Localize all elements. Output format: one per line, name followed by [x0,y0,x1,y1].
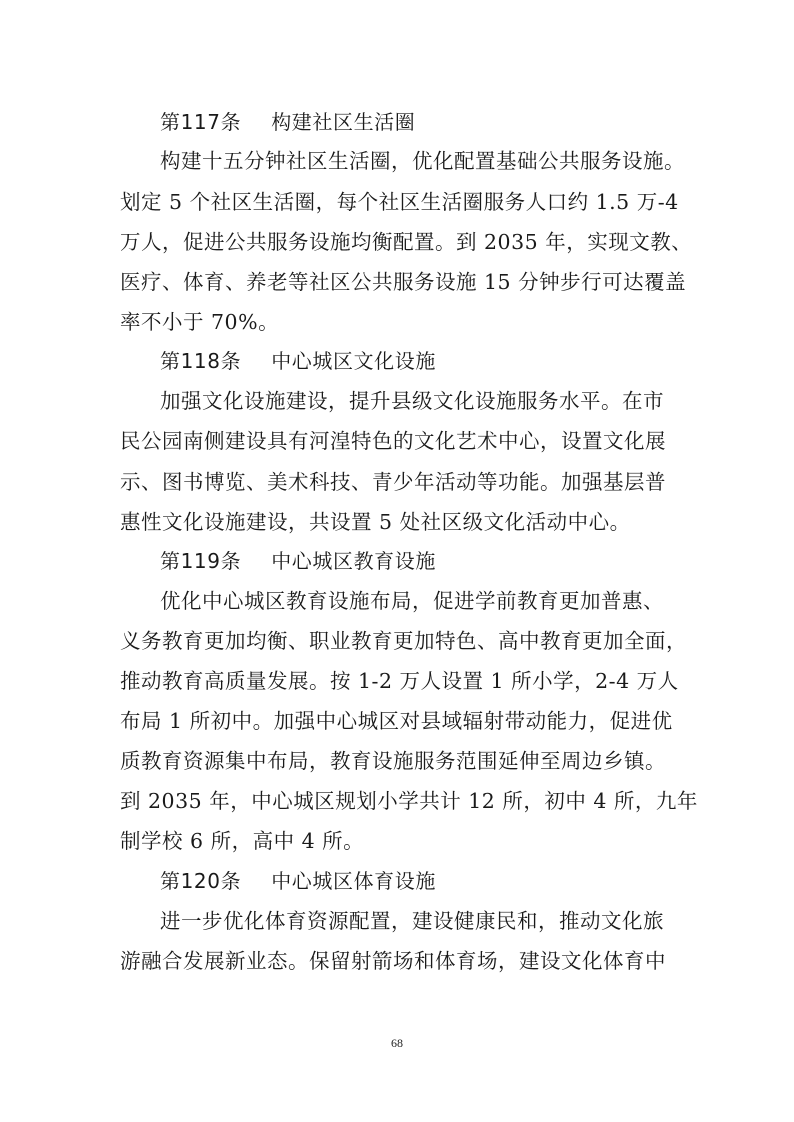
paragraph-line: 进一步优化体育资源配置，建设健康民和，推动文化旅 [160,909,664,933]
paragraph-line: 游融合发展新业态。保留射箭场和体育场，建设文化体育中 [120,949,666,973]
paragraph-line: 医疗、体育、养老等社区公共服务设施 15 分钟步行可达覆盖 [120,270,687,294]
article-title: 中心城区体育设施 [271,869,436,893]
paragraph-line: 率不小于 70%。 [120,310,280,334]
paragraph-line: 布局 1 所初中。加强中心城区对县域辐射带动能力，促进优 [120,709,673,733]
paragraph-line: 构建十五分钟社区生活圈，优化配置基础公共服务设施。 [160,149,685,173]
paragraph-line: 推动教育高质量发展。按 1-2 万人设置 1 所小学，2-4 万人 [120,669,679,693]
paragraph-line: 民公园南侧建设具有河湟特色的文化艺术中心，设置文化展 [120,429,666,453]
article-number: 第117条 [160,110,242,134]
paragraph-line: 示、图书博览、美术科技、青少年活动等功能。加强基层普 [120,470,666,494]
paragraph-line: 加强文化设施建设，提升县级文化设施服务水平。在市 [160,389,664,413]
paragraph-line: 到 2035 年，中心城区规划小学共计 12 所，初中 4 所，九年 [120,789,698,813]
paragraph-line: 优化中心城区教育设施布局，促进学前教育更加普惠、 [160,589,664,613]
paragraph-line: 万人，促进公共服务设施均衡配置。到 2035 年，实现文教、 [120,230,693,254]
article-title: 中心城区文化设施 [271,349,436,373]
article-117-heading [160,102,720,142]
article-120-heading [160,861,720,901]
article-title: 构建社区生活圈 [271,110,416,134]
article-number: 第119条 [160,549,242,573]
article-118-heading [160,341,720,381]
paragraph-line: 划定 5 个社区生活圈，每个社区生活圈服务人口约 1.5 万-4 [120,190,679,214]
article-number: 第120条 [160,869,242,893]
paragraph-line: 质教育资源集中布局，教育设施服务范围延伸至周边乡镇。 [120,749,666,773]
paragraph-line: 制学校 6 所，高中 4 所。 [120,829,365,853]
article-119-heading [160,541,720,581]
article-number: 第118条 [160,349,242,373]
page-number: 68 [391,1036,403,1050]
article-title: 中心城区教育设施 [271,549,436,573]
paragraph-line: 惠性文化设施建设，共设置 5 处社区级文化活动中心。 [120,510,631,534]
paragraph-line: 义务教育更加均衡、职业教育更加特色、高中教育更加全面， [120,629,687,653]
